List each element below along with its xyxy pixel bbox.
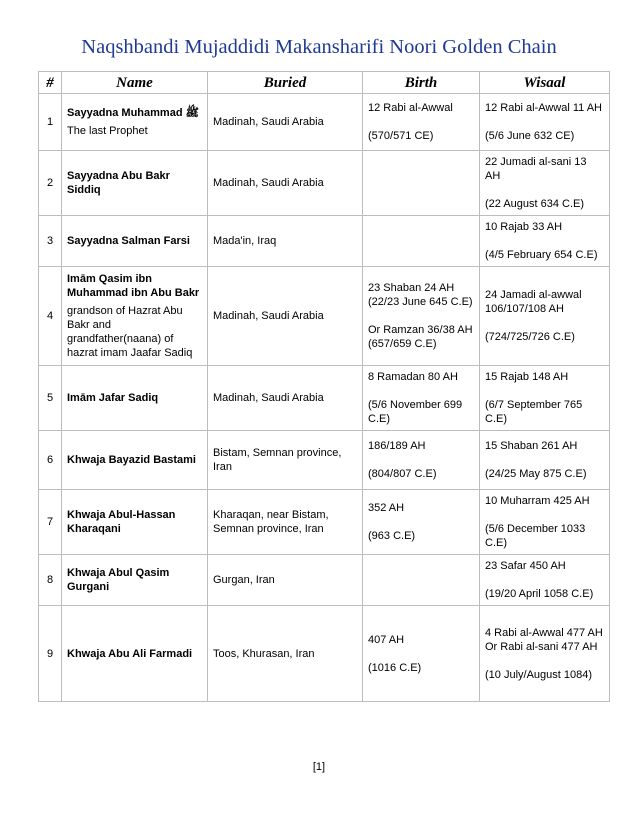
table-row — [39, 555, 610, 606]
table-row — [39, 267, 610, 366]
name-cell — [62, 555, 208, 606]
wisaal-cell — [480, 216, 610, 267]
person-name: Sayyadna Abu Bakr Siddiq — [67, 170, 170, 196]
header-name: Name — [62, 72, 208, 94]
buried-cell: Madinah, Saudi Arabia — [208, 366, 363, 431]
person-name: Khwaja Abul Qasim Gurgani — [67, 567, 170, 593]
document-title: Naqshbandi Mujaddidi Makansharifi Noori Golden Chain — [81, 36, 557, 58]
row-number: 8 — [39, 555, 62, 606]
birth-cell — [363, 151, 480, 216]
buried-cell: Madinah, Saudi Arabia — [208, 94, 363, 151]
header-birth: Birth — [363, 72, 480, 94]
wisaal-cell — [480, 606, 610, 702]
birth-date-ce: (804/807 C.E) — [368, 468, 437, 480]
wisaal-cell — [480, 94, 610, 151]
birth-cell — [363, 490, 480, 555]
person-name: Imām Qasim ibn Muhammad ibn Abu Bakr — [67, 273, 200, 299]
wisaal-cell — [480, 151, 610, 216]
name-cell — [62, 366, 208, 431]
wisaal-date: 15 Rajab 148 AH — [485, 371, 569, 383]
table-header-row — [39, 72, 610, 94]
birth-date-ce: (963 C.E) — [368, 530, 416, 542]
birth-date-ce: (5/6 November 699 C.E) — [368, 399, 463, 425]
row-number: 4 — [39, 267, 62, 366]
header-wisaal: Wisaal — [480, 72, 610, 94]
buried-cell: Gurgan, Iran — [208, 555, 363, 606]
wisaal-date-ce: (19/20 April 1058 C.E) — [485, 588, 594, 600]
birth-date-ce: (570/571 CE) — [368, 130, 434, 142]
wisaal-date-ce: (22 August 634 C.E) — [485, 198, 585, 210]
wisaal-cell — [480, 267, 610, 366]
wisaal-date-ce: (10 July/August 1084) — [485, 668, 593, 681]
table-row — [39, 606, 610, 702]
wisaal-date: 22 Jumadi al-sani 13 AH — [485, 156, 587, 182]
birth-cell — [363, 267, 480, 366]
wisaal-date-ce: (5/6 June 632 CE) — [485, 130, 575, 142]
buried-cell: Madinah, Saudi Arabia — [208, 267, 363, 366]
birth-cell — [363, 431, 480, 490]
birth-date: 8 Ramadan 80 AH — [368, 371, 458, 383]
row-number: 9 — [39, 606, 62, 702]
person-name: Imām Jafar Sadiq — [67, 392, 159, 404]
table-row — [39, 490, 610, 555]
table-row — [39, 366, 610, 431]
birth-date: 352 AH — [368, 502, 405, 514]
buried-cell: Madinah, Saudi Arabia — [208, 151, 363, 216]
wisaal-date-ce: (24/25 May 875 C.E) — [485, 468, 587, 480]
name-subtitle: The last Prophet — [67, 125, 148, 137]
name-cell — [62, 216, 208, 267]
birth-cell — [363, 94, 480, 151]
row-number: 6 — [39, 431, 62, 490]
wisaal-date: 12 Rabi al-Awwal 11 AH — [485, 102, 602, 114]
table-row — [39, 431, 610, 490]
person-name: Khwaja Abul-Hassan Kharaqani — [67, 509, 176, 535]
wisaal-date: 10 Muharram 425 AH — [485, 495, 590, 507]
name-cell — [62, 267, 208, 366]
header-buried: Buried — [208, 72, 363, 94]
birth-date: 407 AH — [368, 633, 405, 646]
wisaal-cell — [480, 490, 610, 555]
birth-date: 12 Rabi al-Awwal — [368, 102, 453, 114]
name-subtitle: grandson of Hazrat Abu Bakr and grandfather(naana) of hazrat imam Jaafar Sadiq — [67, 305, 193, 359]
person-name: Khwaja Bayazid Bastami — [67, 454, 196, 466]
wisaal-date: 15 Shaban 261 AH — [485, 440, 578, 452]
birth-cell — [363, 555, 480, 606]
table-row — [39, 94, 610, 151]
person-name: Khwaja Abu Ali Farmadi — [67, 647, 193, 660]
row-number: 2 — [39, 151, 62, 216]
wisaal-date: 23 Safar 450 AH — [485, 560, 566, 572]
birth-date: 23 Shaban 24 AH (22/23 June 645 C.E) — [368, 282, 473, 308]
wisaal-cell — [480, 555, 610, 606]
name-cell — [62, 606, 208, 702]
buried-cell: Toos, Khurasan, Iran — [208, 606, 363, 702]
wisaal-date-ce: (6/7 September 765 C.E) — [485, 399, 583, 425]
name-cell — [62, 490, 208, 555]
birth-date-ce: Or Ramzan 36/38 AH (657/659 C.E) — [368, 324, 473, 350]
row-number: 1 — [39, 94, 62, 151]
row-number: 7 — [39, 490, 62, 555]
row-number: 3 — [39, 216, 62, 267]
wisaal-date-ce: (4/5 February 654 C.E) — [485, 249, 598, 261]
wisaal-date: 4 Rabi al-Awwal 477 AH Or Rabi al-sani 477 AH — [485, 626, 603, 653]
buried-cell: Bistam, Semnan province, Iran — [208, 431, 363, 490]
wisaal-date: 10 Rajab 33 AH — [485, 221, 563, 233]
row-number: 5 — [39, 366, 62, 431]
table-row — [39, 216, 610, 267]
birth-date: 186/189 AH — [368, 440, 426, 452]
buried-cell: Kharaqan, near Bistam, Semnan province, Iran — [208, 490, 363, 555]
table-row — [39, 151, 610, 216]
birth-cell — [363, 366, 480, 431]
birth-cell — [363, 606, 480, 702]
wisaal-date-ce: (5/6 December 1033 C.E) — [485, 523, 586, 549]
page-number: [1] — [312, 761, 326, 773]
wisaal-date-ce: (724/725/726 C.E) — [485, 331, 575, 343]
birth-cell — [363, 216, 480, 267]
golden-chain-table — [38, 71, 610, 702]
wisaal-date: 24 Jamadi al-awwal 106/107/108 AH — [485, 289, 582, 315]
name-cell — [62, 151, 208, 216]
wisaal-cell — [480, 366, 610, 431]
header-num: # — [39, 72, 62, 94]
wisaal-cell — [480, 431, 610, 490]
birth-date-ce: (1016 C.E) — [368, 661, 422, 674]
buried-cell: Mada'in, Iraq — [208, 216, 363, 267]
person-name: Sayyadna Salman Farsi — [67, 235, 190, 247]
person-name: Sayyadna Muhammad ﷺ — [67, 107, 199, 119]
name-cell — [62, 431, 208, 490]
name-cell — [62, 94, 208, 151]
